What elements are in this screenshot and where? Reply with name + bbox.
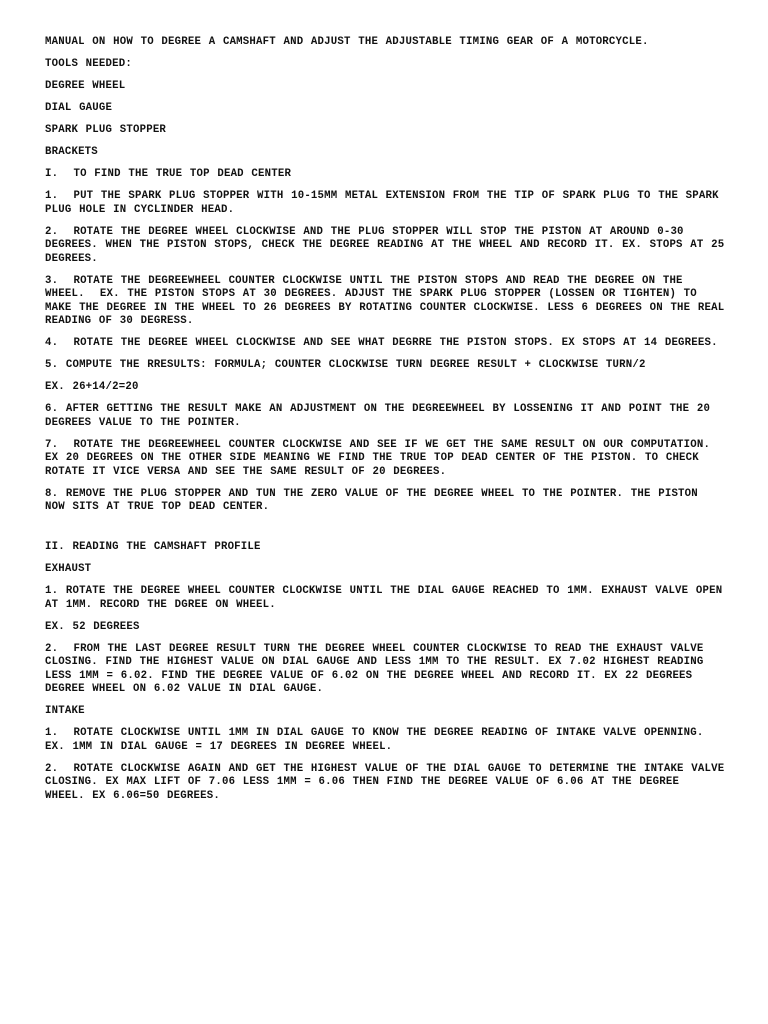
document-title: MANUAL ON HOW TO DEGREE A CAMSHAFT AND ADJUST THE ADJUSTABLE TIMING GEAR OF A MOTORCYCLE. <box>45 36 649 48</box>
step-paragraph: 2. ROTATE THE DEGREE WHEEL CLOCKWISE AND THE PLUG STOPPER WILL STOP THE PISTON AT AROUND 0-30 DEGREES. WHEN THE PISTON STOPS, CHECK THE DEGREE READING AT THE WHEEL AND RECORD IT. EX. STOPS AT 25 DEGREES. <box>45 225 732 265</box>
section-heading: I. TO FIND THE TRUE TOP DEAD CENTER <box>45 168 292 180</box>
step-paragraph: 1. ROTATE CLOCKWISE UNTIL 1MM IN DIAL GAUGE TO KNOW THE DEGREE READING OF INTAKE VALVE OPENNING. EX. 1MM IN DIAL GAUGE = 17 DEGREES IN DEGREE WHEEL. <box>45 727 712 753</box>
step-paragraph: 2. FROM THE LAST DEGREE RESULT TURN THE DEGREE WHEEL COUNTER CLOCKWISE TO READ THE EXHAUST VALVE CLOSING. FIND THE HIGHEST VALUE ON DIAL GAUGE AND LESS 1MM TO THE RESULT. EX 7.02 HIGHEST READING LESS 1MM = 6.02. FIND THE DEGREE VALUE OF 6.02 ON THE DEGREE WHEEL AND RECORD IT. EX 22 DEGREES DEGREE WHEEL ON 6.02 VALUE IN DIAL GAUGE. <box>45 642 712 695</box>
subsection-heading-intake: INTAKE <box>45 705 85 717</box>
step-paragraph: EX. 26+14/2=20 <box>45 381 139 393</box>
step-paragraph: EX. 52 DEGREES <box>45 620 140 633</box>
step-paragraph: 1. PUT THE SPARK PLUG STOPPER WITH 10-15MM METAL EXTENSION FROM THE TIP OF SPARK PLUG TO THE SPARK PLUG HOLE IN CYCLINDER HEAD. <box>45 190 727 216</box>
subsection-heading-exhaust: EXHAUST <box>45 563 92 575</box>
tool-item: BRACKETS <box>45 146 98 158</box>
tool-item: DEGREE WHEEL <box>45 80 126 92</box>
step-paragraph: 8. REMOVE THE PLUG STOPPER AND TUN THE ZERO VALUE OF THE DEGREE WHEEL TO THE POINTER. THE PISTON NOW SITS AT TRUE TOP DEAD CENTER. <box>45 487 706 513</box>
tools-heading: TOOLS NEEDED: <box>45 58 132 70</box>
step-paragraph: 6. AFTER GETTING THE RESULT MAKE AN ADJUSTMENT ON THE DEGREEWHEEL BY LOSSENING IT AND POINT THE 20 DEGREES VALUE TO THE POINTER. <box>45 403 718 429</box>
step-paragraph: 3. ROTATE THE DEGREEWHEEL COUNTER CLOCKWISE UNTIL THE PISTON STOPS AND READ THE DEGREE ON THE WHEEL. EX. THE PISTON STOPS AT 30 DEGREES. ADJUST THE SPARK PLUG STOPPER (LOSSEN OR TIGHTEN) TO MAKE THE DEGREE IN THE WHEEL TO 26 DEGREES BY ROTATING COUNTER CLOCKWISE. LESS 6 DEGREES ON THE REAL READING OF 30 DEGRESS. <box>45 274 732 327</box>
step-paragraph: 5. COMPUTE THE RRESULTS: FORMULA; COUNTER CLOCKWISE TURN DEGREE RESULT + CLOCKWISE TURN/2 <box>45 359 646 371</box>
section-heading: II. READING THE CAMSHAFT PROFILE <box>45 541 261 553</box>
step-paragraph: 4. ROTATE THE DEGREE WHEEL CLOCKWISE AND SEE WHAT DEGRRE THE PISTON STOPS. EX STOPS AT 14 DEGREES. <box>45 337 718 349</box>
section-spacer <box>45 523 725 541</box>
tool-item: SPARK PLUG STOPPER <box>45 124 167 136</box>
document-page <box>45 36 732 812</box>
tool-item: DIAL GAUGE <box>45 102 113 114</box>
step-paragraph: 7. ROTATE THE DEGREEWHEEL COUNTER CLOCKWISE AND SEE IF WE GET THE SAME RESULT ON OUR COMPUTATION. EX 20 DEGREES ON THE OTHER SIDE MEANING WE FIND THE TRUE TOP DEAD CENTER OF THE PISTON. TO CHECK ROTATE IT VICE VERSA AND SEE THE SAME RESULT OF 20 DEGREES. <box>45 438 718 478</box>
step-paragraph: 1. ROTATE THE DEGREE WHEEL COUNTER CLOCKWISE UNTIL THE DIAL GAUGE REACHED TO 1MM. EXHAUST VALVE OPEN AT 1MM. RECORD THE DGREE ON WHEEL. <box>45 585 730 611</box>
step-paragraph: 2. ROTATE CLOCKWISE AGAIN AND GET THE HIGHEST VALUE OF THE DIAL GAUGE TO DETERMINE THE INTAKE VALVE CLOSING. EX MAX LIFT OF 7.06 LESS 1MM = 6.06 THEN FIND THE DEGREE VALUE OF 6.06 AT THE DEGREE WHEEL. EX 6.06=50 DEGREES. <box>45 762 732 802</box>
